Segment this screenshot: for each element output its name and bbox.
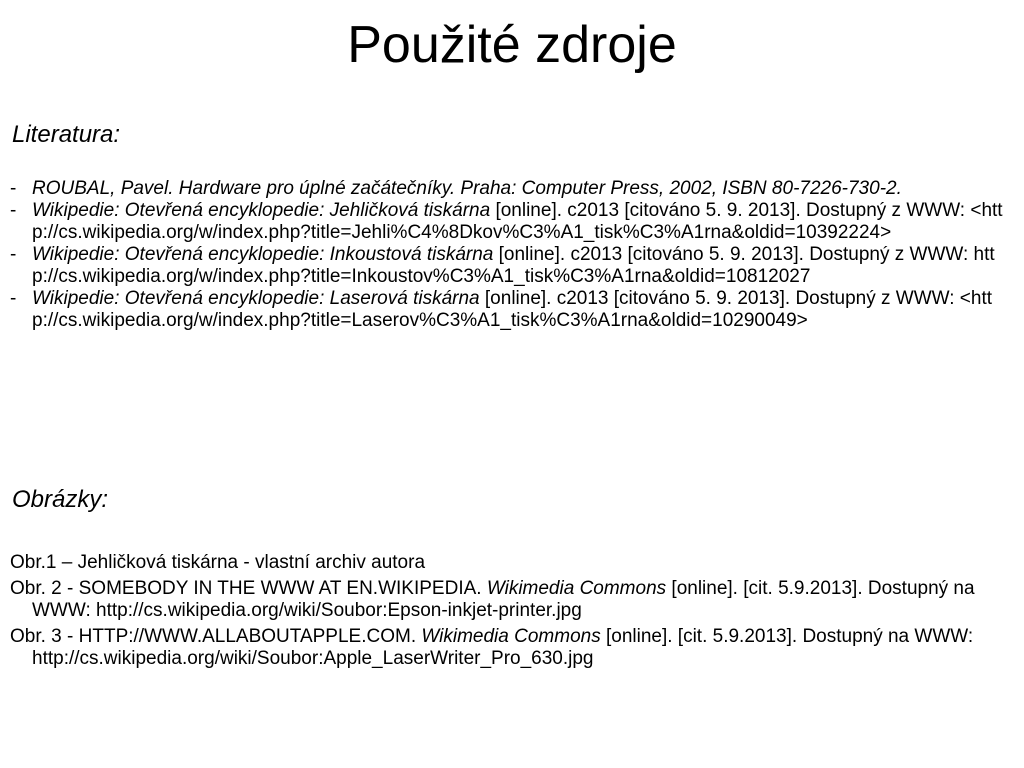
reference-url[interactable]: <http://cs.wikipedia.org/w/index.php?title=Jehli%C4%8Dkov%C3%A1_tisk%C3%A1rna&oldid=10392224> [32,200,1003,243]
literature-heading: Literatura: [12,121,121,148]
image-source-item [10,578,1015,622]
image-source-text: Obr. 3 - HTTP://WWW.ALLABOUTAPPLE.COM. [10,626,422,647]
reference-details: [online]. c2013 [citováno 5. 9. 2013]. Dostupný z WWW: [479,288,955,309]
list-dash: - [10,200,17,221]
list-dash: - [10,288,17,309]
reference-url[interactable]: <http://cs.wikipedia.org/w/index.php?title=Laserov%C3%A1_tisk%C3%A1rna&oldid=10290049> [32,288,993,331]
reference-title: Wikipedie: Otevřená encyklopedie: Jehličková tiskárna [32,200,491,221]
image-source-item [10,626,1015,670]
images-list [10,552,1015,674]
literature-item [10,200,1015,244]
reference-details: [online]. c2013 [citováno 5. 9. 2013]. Dostupný z WWW: [493,244,969,265]
image-source-text: Obr. 2 - SOMEBODY IN THE WWW AT EN.WIKIPEDIA. [10,578,487,599]
reference-url[interactable]: http://cs.wikipedia.org/w/index.php?title=Inkoustov%C3%A1_tisk%C3%A1rna&oldid=10812027 [32,244,995,287]
literature-item [10,178,1015,200]
list-dash: - [10,178,17,199]
image-source-details: [online]. [cit. 5.9.2013]. Dostupný na WWW: http://cs.wikipedia.org/wiki/Soubor:Epson-inkjet-printer.jpg [32,578,975,621]
image-source-text: Obr.1 – Jehličková tiskárna - vlastní archiv autora [10,552,426,573]
literature-item [10,244,1015,288]
image-source-publication: Wikimedia Commons [421,626,601,647]
reference-citation: ROUBAL, Pavel. Hardware pro úplné začátečníky. Praha: Computer Press, 2002, ISBN 80-7226-730-2. [32,178,902,199]
image-source-publication: Wikimedia Commons [486,578,667,599]
reference-details: [online]. c2013 [citováno 5. 9. 2013]. Dostupný z WWW: [490,200,966,221]
images-heading: Obrázky: [12,486,109,513]
image-source-item [10,552,1015,574]
image-source-details: [online]. [cit. 5.9.2013]. Dostupný na WWW: http://cs.wikipedia.org/wiki/Soubor:Apple_LaserWriter_Pro_630.jpg [32,626,974,669]
list-dash: - [10,244,17,265]
literature-item [10,288,1015,332]
reference-title: Wikipedie: Otevřená encyklopedie: Inkoustová tiskárna [32,244,494,265]
literature-list [10,178,1015,332]
reference-title: Wikipedie: Otevřená encyklopedie: Laserová tiskárna [32,288,480,309]
slide-title: Použité zdroje [347,16,677,74]
